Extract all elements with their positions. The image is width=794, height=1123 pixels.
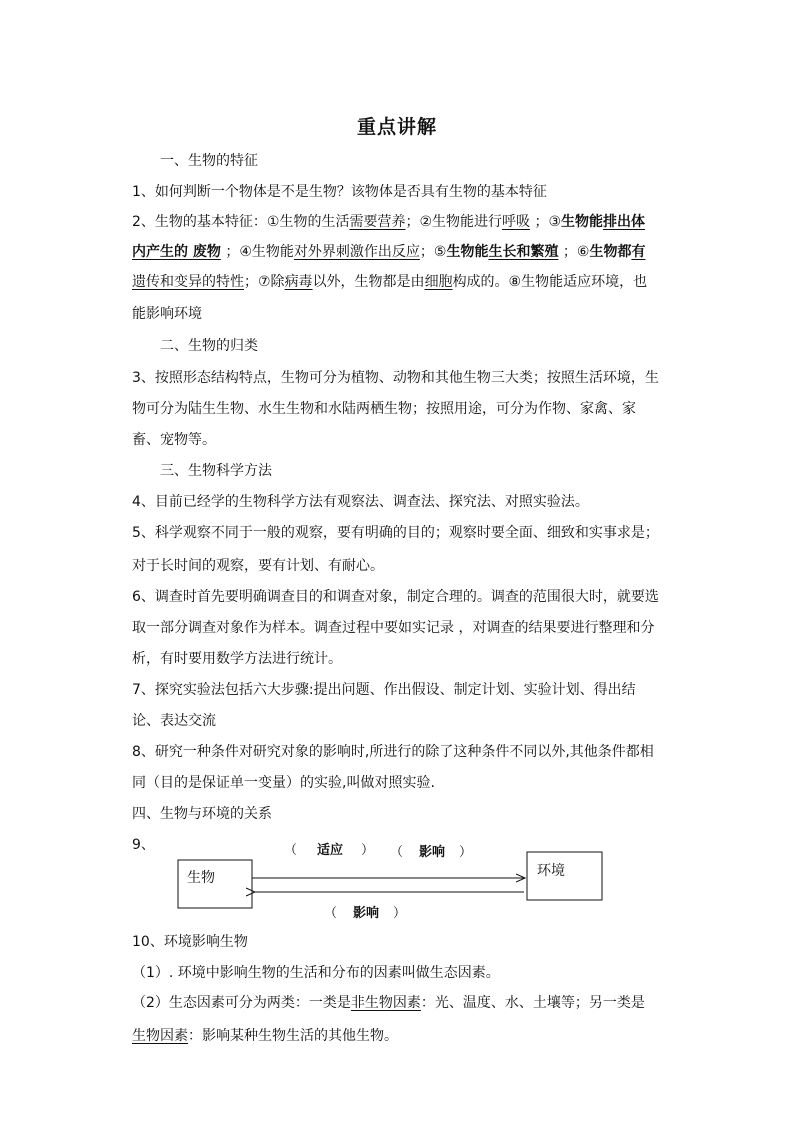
item-5-line-2: 对于长时间的观察，要有计划、有耐心。 xyxy=(132,558,384,574)
item-6-line-1: 6、调查时首先要明确调查目的和调查对象，制定合理的。调查的范围很大时，就要选 xyxy=(132,589,659,605)
item-2-line-4: 能影响环境 xyxy=(132,306,202,322)
page-title: 重点讲解 xyxy=(356,116,437,138)
underlined-term: 对外界刺激作出反应 xyxy=(293,244,420,260)
underlined-term: 排出体 xyxy=(603,214,646,230)
underlined-term: 内产生的 废物 xyxy=(132,244,221,260)
item-10-1: （1）. 环境中影响生物的生活和分布的因素叫做生态因素。 xyxy=(132,965,500,981)
organism-box-label: 生物 xyxy=(187,870,215,886)
underlined-term: 呼吸 xyxy=(502,214,531,230)
item-7-line-2: 论、表达交流 xyxy=(132,713,216,729)
item-3-line-2: 物可分为陆生生物、水生生物和水陆两栖生物；按照用途，可分为作物、家禽、家 xyxy=(132,401,636,417)
underlined-term: 病毒 xyxy=(284,274,313,290)
section-heading-3: 三、生物科学方法 xyxy=(160,463,272,479)
section-heading-4: 四、生物与环境的关系 xyxy=(132,806,272,822)
underlined-term: 细胞 xyxy=(424,274,453,290)
item-3-line-3: 畜、宠物等。 xyxy=(132,432,216,448)
section-heading-1: 一、生物的特征 xyxy=(160,153,258,169)
item-5-line-1: 5、科学观察不同于一般的观察，要有明确的目的；观察时要全面、细致和实事求是； xyxy=(132,525,659,541)
item-10-2-line-1: （2）生态因素可分为两类：一类是非生物因素：光、温度、水、土壤等；另一类是 xyxy=(132,995,645,1011)
influence-label-bottom: （ 影响 ） xyxy=(324,906,407,921)
item-9-label: 9、 xyxy=(132,837,155,853)
underlined-term: 有 xyxy=(631,244,646,260)
item-10-2-line-2: 生物因素：影响某种生物生活的其他生物。 xyxy=(132,1028,398,1044)
item-8-line-1: 8、研究一种条件对研究对象的影响时,所进行的除了这种条件不同以外,其他条件都相 xyxy=(132,744,654,760)
underlined-term: 遗传和变异的特性 xyxy=(132,274,244,290)
influence-label-top: （ 影响 ） xyxy=(390,845,473,860)
item-8-line-2: 同（目的是保证单一变量）的实验,叫做对照实验. xyxy=(132,775,435,791)
item-2-line-3: 遗传和变异的特性；⑦除病毒以外，生物都是由细胞构成的。⑧生物能适应环境，也 xyxy=(132,274,648,290)
item-2-line-1: 2、生物的基本特征：①生物的生活需要营养；②生物能进行呼吸 ；③生物能排出体 xyxy=(132,214,646,230)
item-6-line-2: 取一部分调查对象作为样本。调查过程中要如实记录 ，对调查的结果要进行整理和分 xyxy=(132,620,655,636)
underlined-term: 生长和繁殖 xyxy=(488,244,559,260)
item-7-line-1: 7、探究实验法包括六大步骤:提出问题、作出假设、制定计划、实验计划、得出结 xyxy=(132,682,636,698)
environment-box-label: 环境 xyxy=(537,863,565,879)
organism-environment-diagram xyxy=(132,834,672,926)
item-6-line-3: 析，有时要用数学方法进行统计。 xyxy=(132,651,342,667)
adapt-label: （ 适应 ） xyxy=(284,843,375,858)
item-10: 10、环境影响生物 xyxy=(132,934,248,950)
item-2-line-2: 内产生的 废物 ；④生物能对外界刺激作出反应；⑤生物能生长和繁殖 ；⑥生物都有 xyxy=(132,244,646,260)
item-3-line-1: 3、按照形态结构特点，生物可分为植物、动物和其他生物三大类；按照生活环境，生 xyxy=(132,370,659,386)
item-1: 1、如何判断一个物体是不是生物？该物体是否具有生物的基本特征 xyxy=(132,184,547,200)
item-4: 4、目前已经学的生物科学方法有观察法、调查法、探究法、对照实验法。 xyxy=(132,494,589,510)
underlined-term: 需要营养 xyxy=(349,214,406,230)
section-heading-2: 二、生物的归类 xyxy=(160,338,258,354)
underlined-term: 生物因素 xyxy=(132,1028,188,1044)
underlined-term: 非生物因素 xyxy=(350,995,421,1011)
